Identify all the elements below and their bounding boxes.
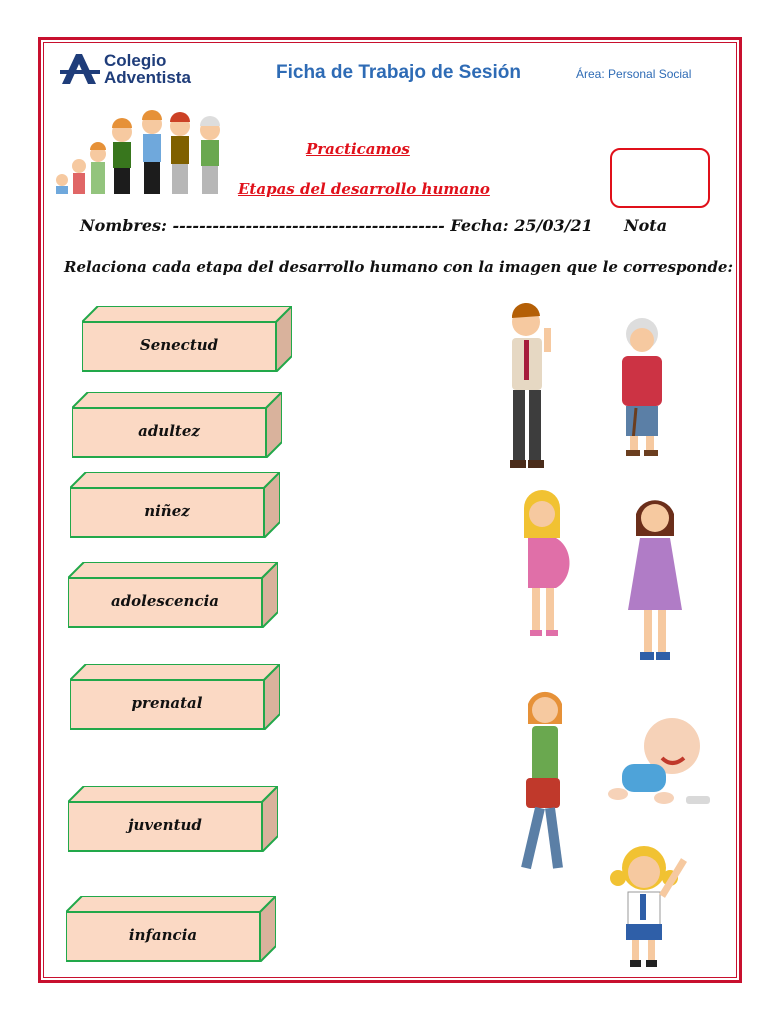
stage-box[interactable] [70, 472, 280, 538]
stage-box[interactable] [82, 306, 292, 372]
stage-label: niñez [144, 502, 190, 520]
page-title: Ficha de Trabajo de Sesión [276, 62, 521, 83]
stage-label: adultez [138, 422, 200, 440]
name-date-line: Nombres: ----------------------------------------- Fecha: 25/03/21 [80, 216, 593, 235]
grade-box [610, 148, 710, 208]
stage-label: prenatal [131, 694, 203, 712]
topic-heading: Etapas del desarrollo humano [238, 180, 490, 198]
baby-icon [602, 714, 716, 814]
family-growth-icon [52, 110, 232, 196]
elderly-woman-icon [610, 312, 674, 458]
girl-icon [624, 488, 686, 664]
logo-line-1: Colegio [104, 51, 167, 70]
pregnant-woman-icon [506, 488, 582, 640]
stage-label: infancia [128, 926, 198, 944]
area-label: Área: Personal Social [576, 67, 692, 81]
school-logo-text [104, 52, 191, 86]
grade-label: Nota [624, 216, 668, 235]
young-woman-icon [508, 682, 580, 876]
instruction-text: Relaciona cada etapa del desarrollo humano con la imagen que le corresponde: [64, 258, 734, 276]
stage-box[interactable] [68, 786, 278, 852]
school-girl-icon [604, 838, 698, 970]
practicamos-heading: Practicamos [306, 140, 410, 158]
stage-label: juventud [128, 816, 202, 834]
stage-box[interactable] [70, 664, 280, 730]
stage-label: adolescencia [110, 592, 220, 610]
adult-man-icon [498, 300, 558, 472]
stage-box[interactable] [66, 896, 276, 962]
logo-line-2: Adventista [104, 68, 191, 87]
stage-box[interactable] [72, 392, 282, 458]
stage-label: Senectud [139, 336, 219, 354]
stage-box[interactable] [68, 562, 278, 628]
